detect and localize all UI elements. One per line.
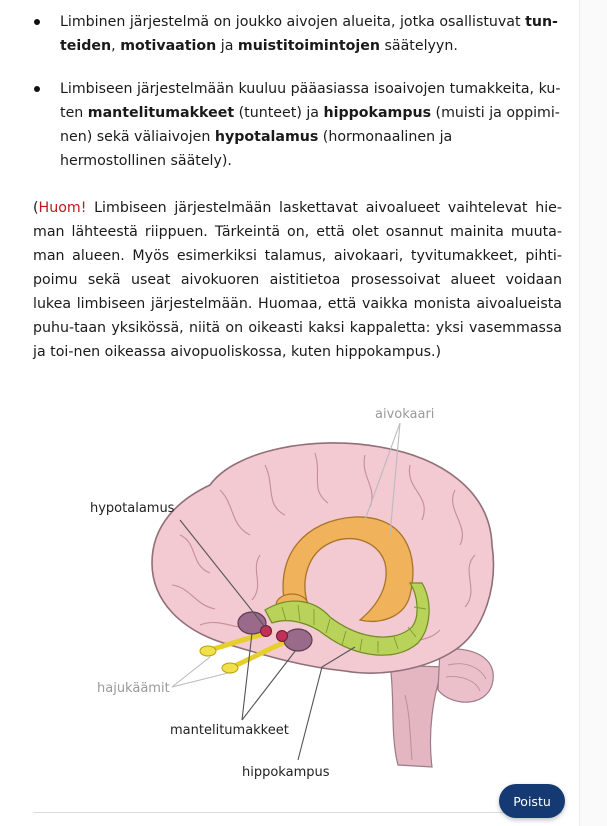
- bullet-text: ,: [111, 38, 121, 54]
- bullet-item: [60, 77, 562, 173]
- hypothalamus-node: [277, 631, 288, 642]
- cerebellum: [438, 649, 493, 702]
- bold-term: tun-teiden: [60, 14, 558, 54]
- bullet-text: Limbinen järjestelmä on joukko aivojen alueita, jotka osallistuvat: [60, 14, 526, 30]
- note-huom: Huom!: [38, 200, 87, 216]
- note-open: (: [33, 200, 39, 216]
- brainstem: [390, 665, 444, 767]
- brain-drawing: [60, 395, 560, 795]
- bold-term: motivaation: [120, 38, 217, 54]
- bullet-text: ja: [216, 38, 238, 54]
- label-hippokampus: hippokampus: [242, 765, 330, 780]
- divider: [33, 812, 562, 813]
- amygdala: [284, 629, 312, 651]
- limbic-system-illustration: [60, 395, 560, 795]
- label-hajukaamit: hajukäämit: [97, 681, 170, 696]
- bullet-text: Limbiseen järjestelmään kuuluu pääasiassa isoaivojen tumakkeita, ku-ten: [60, 81, 561, 121]
- exit-button[interactable]: Poistu: [499, 784, 565, 818]
- label-hypotalamus: hypotalamus: [90, 501, 175, 516]
- scroll-area-edge: [579, 0, 607, 826]
- bullet-text: (hormonaalinen ja hermostollinen säätely).: [60, 129, 453, 169]
- bold-term: hypotalamus: [214, 129, 319, 145]
- note-paragraph: [33, 196, 562, 364]
- bullet-dot: [34, 19, 40, 25]
- bold-term: mantelitumakkeet: [87, 105, 235, 121]
- label-mantelitumakkeet: mantelitumakkeet: [170, 723, 289, 738]
- bold-term: muistitoimintojen: [237, 38, 381, 54]
- hypothalamus-node: [261, 626, 272, 637]
- bullet-text: (tunteet) ja: [234, 105, 324, 121]
- cortex: [152, 443, 493, 673]
- olfactory-bulb: [200, 646, 216, 656]
- bold-term: hippokampus: [323, 105, 432, 121]
- bullet-item: [60, 10, 562, 58]
- bullet-text: (muisti ja oppimi-nen) sekä väliaivojen: [60, 105, 560, 145]
- bullet-dot: [34, 86, 40, 92]
- olfactory-bulb: [222, 663, 238, 673]
- label-aivokaari: aivokaari: [375, 407, 435, 422]
- bullet-text: säätelyyn.: [380, 38, 458, 54]
- note-text: Limbiseen järjestelmään laskettavat aivoalueet vaihtelevat hie-man lähteestä riippuen. Tärkeintä on, että olet osannut mainita muuta-man alueen. Myös esimerkiksi talamus, aivokaari, tyvitumakkeet, pihti-poimu sekä useat aivokuoren aistitietoa prosessoivat alueet voidaan lukea limbiseen järjestelmään. Huomaa, että vaikka monista aivoalueista puhu-taan yksikössä, niitä on oikeasti kaksi kappaletta: yksi vasemmassa ja toi-nen oikeassa aivopuoliskossa, kuten hippokampus.): [33, 200, 562, 360]
